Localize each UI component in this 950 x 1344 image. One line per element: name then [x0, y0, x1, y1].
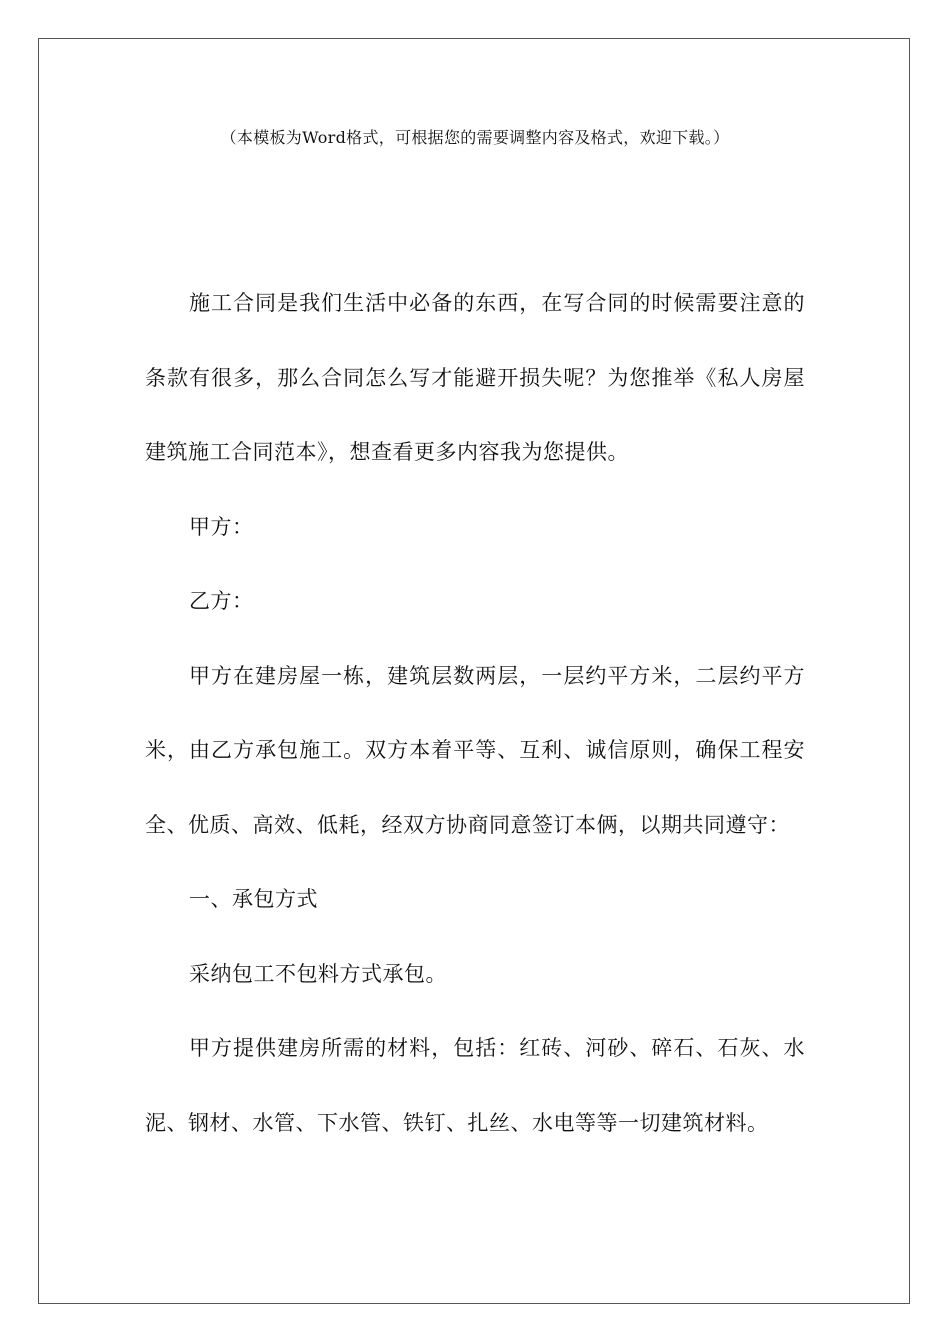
- party-b-line: 乙方：: [189, 589, 254, 613]
- party-a-line: 甲方：: [189, 514, 254, 539]
- template-note: （本模板为Word格式，可根据您的需要调整内容及格式，欢迎下载。）: [220, 128, 730, 147]
- contract-preamble-paragraph: 甲方在建房屋一栋，建筑层数两层，一层约平方米，二层约平方米，由乙方承包施工。双方本着平等、互利、诚信原则，确保工程安全、优质、高效、低耗，经双方协商同意签订本俩，以期共同遵守：: [145, 663, 805, 837]
- contract-method-paragraph: 采纳包工不包料方式承包。: [189, 961, 447, 986]
- section-heading-contract-method: 一、承包方式: [189, 887, 318, 911]
- materials-paragraph: 甲方提供建房所需的材料，包括：红砖、河砂、碎石、石灰、水泥、钢材、水管、下水管、铁钉、扎丝、水电等等一切建筑材料。: [145, 1036, 805, 1135]
- document-body: [145, 266, 805, 1160]
- intro-paragraph: 施工合同是我们生活中必备的东西，在写合同的时候需要注意的条款有很多，那么合同怎么写才能避开损失呢？为您推举《私人房屋建筑施工合同范本》，想查看更多内容我为您提供。: [145, 291, 805, 464]
